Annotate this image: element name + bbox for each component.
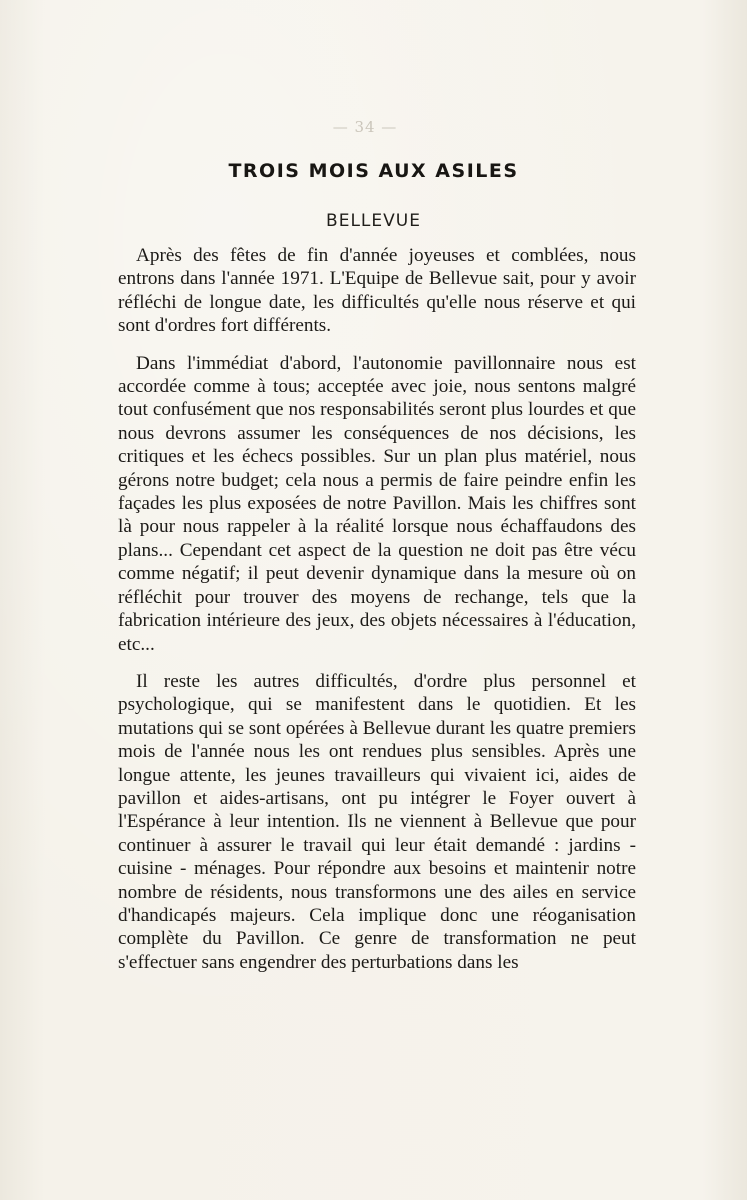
article-body xyxy=(118,244,636,974)
article-title: TROIS MOIS AUX ASILES xyxy=(228,160,519,182)
paragraph-2: Dans l'immédiat d'abord, l'autonomie pavillonnaire nous est accordée comme à tous; acceptée avec joie, nous sentons malgré tout confusément que nos responsabilités seront plus lourdes et que nous devrons assumer les conséquences de nos décisions, les critiques et les échecs possibles. Sur un plan plus matériel, nous gérons notre budget; cela nous a permis de faire peindre enfin les façades les plus exposées de notre Pavillon. Mais les chiffres sont là pour nous rappeler à la réalité lorsque nous échaffaudons des plans... Cependant cet aspect de la question ne doit pas être vécu comme négatif; il peut devenir dynamique dans la mesure où on réfléchit pour trouver des moyens de rechange, tels que la fabrication intérieure des jeux, des objets nécessaires à l'éducation, etc... xyxy=(118,352,636,655)
page-number: — 34 — xyxy=(332,118,398,136)
paragraph-1: Après des fêtes de fin d'année joyeuses et comblées, nous entrons dans l'année 1971. L'Equipe de Bellevue sait, pour y avoir réfléchi de longue date, les difficultés qu'elle nous réserve et qui sont d'ordres fort différents. xyxy=(118,245,636,337)
section-subtitle: BELLEVUE xyxy=(326,211,421,231)
paragraph-3: Il reste les autres difficultés, d'ordre plus personnel et psychologique, qui se manifestent dans le quotidien. Et les mutations qui se sont opérées à Bellevue durant les quatre premiers mois de l'année nous les ont rendues plus sensibles. Après une longue attente, les jeunes travailleurs qui vivaient ici, aides de pavillon et aides-artisans, ont pu intégrer le Foyer ouvert à l'Espérance à leur intention. Ils ne viennent à Bellevue que pour continuer à assurer le travail qui leur était demandé : jardins - cuisine - ménages. Pour répondre aux besoins et maintenir notre nombre de résidents, nous transformons une des ailes en service d'handicapés majeurs. Cela implique donc une réoganisation complète du Pavillon. Ce genre de transformation ne peut s'effectuer sans engendrer des perturbations dans les xyxy=(118,670,636,973)
